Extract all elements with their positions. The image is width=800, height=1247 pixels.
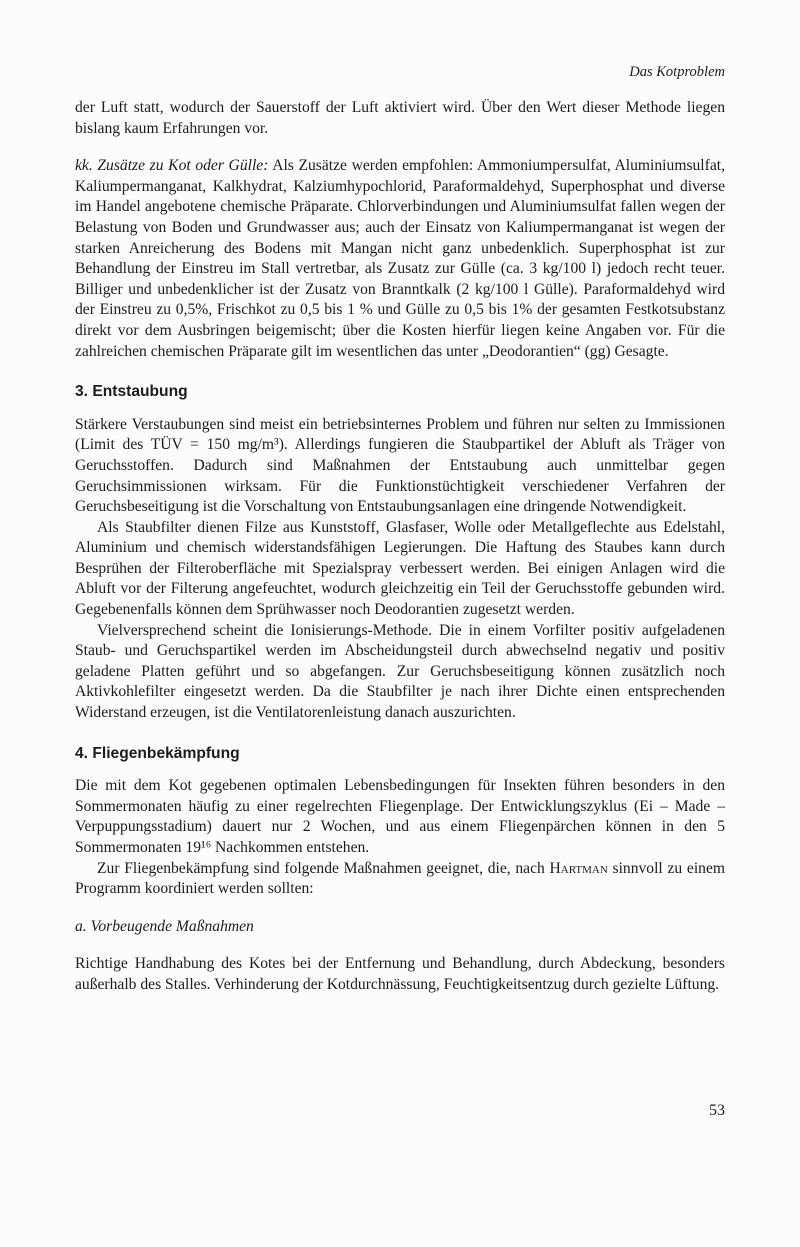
author-name: Hartman — [549, 859, 608, 877]
fliegen-2-text-b: sinnvoll zu einem Programm koordiniert werden sollten: — [75, 859, 726, 898]
paragraph-fliegen-1: Die mit dem Kot gegebenen optimalen Lebensbedingungen für Insekten führen besonders in den Sommermonaten häufig zu einer regelrechten Fliegenplage. Der Entwicklungszyklus (Ei – Made – Verpuppungsstadium) dauert nur 2 Wochen, und aus einem Fliegenpärchen können in den 5 Sommermonaten 19¹⁶ Nachkommen entstehen. — [75, 777, 725, 856]
running-head: Das Kotproblem — [629, 64, 725, 80]
fliegen-2-text-a: Zur Fliegenbekämpfung sind folgende Maßnahmen geeignet, die, nach — [97, 859, 545, 877]
paragraph-intro: der Luft statt, wodurch der Sauerstoff der Luft aktiviert wird. Über den Wert dieser Methode liegen bislang kaum Erfahrungen vor. — [75, 99, 725, 137]
paragraph-vorbeugend: Richtige Handhabung des Kotes bei der Entfernung und Behandlung, durch Abdeckung, besonders außerhalb des Stalles. Verhinderung der Kotdurchnässung, Feuchtigkeitsentzug durch gezielte Lüftung. — [75, 955, 725, 993]
heading-fliegenbekaempfung: 4. Fliegenbekämpfung — [75, 744, 240, 762]
paragraph-fliegen-2 — [75, 859, 725, 900]
paragraph-entstaubung-1: Stärkere Verstaubungen sind meist ein betriebsinternes Problem und führen nur selten zu Immissionen (Limit des TÜV = 150 mg/m³). Allerdings fungieren die Staubpartikel der Abluft als Träger von Geruchsstoffen. Dadurch sind Maßnahmen der Entstaubung auch unmittelbar gegen Geruchsimmissionen wirksam. Für die Funktionstüchtigkeit verschiedener Verfahren der Geruchsbeseitigung ist die Vorschaltung von Entstaubungsanlagen eine dringende Notwendigkeit. — [75, 415, 725, 516]
document-page — [75, 0, 725, 1247]
paragraph-kk — [75, 156, 725, 362]
paragraph-entstaubung-2: Als Staubfilter dienen Filze aus Kunststoff, Glasfaser, Wolle oder Metallgeflechte aus Edelstahl, Aluminium und chemisch widerstandsfähigen Legierungen. Die Haftung des Staubes kann durch Besprühen der Filteroberfläche mit Spezialspray verbessert werden. Bei einigen Anlagen wird die Abluft vor der Filterung angefeuchtet, wodurch gleichzeitig ein Teil der Geruchsstoffe gebunden wird. Gegebenenfalls können dem Sprühwasser noch Deodorantien zugesetzt werden. — [75, 518, 725, 619]
page-body — [75, 98, 725, 996]
kk-lead: kk. Zusätze zu Kot oder Gülle: — [75, 157, 269, 175]
kk-text: Als Zusätze werden empfohlen: Ammoniumpersulfat, Aluminiumsulfat, Kaliumpermanganat, Kalkhydrat, Kalziumhypochlorid, Paraformaldehyd, Superphosphat und diverse im Handel angebotene chemische Präparate. Chlorverbindungen und Aluminiumsulfat fallen wegen der Belastung von Boden und Grundwasser aus; auch der Einsatz von Kaliumpermanganat ist wegen der starken Anreicherung des Bodens mit Mangan nicht ganz unbedenklich. Superphosphat ist zur Behandlung der Einstreu im Stall vertretbar, als Zusatz zur Gülle (ca. 3 kg/100 l) jedoch recht teuer. Billiger und unbedenklicher ist der Zusatz von Branntkalk (2 kg/100 l Gülle). Paraformaldehyd wird der Einstreu zu 0,5%, Frischkot zu 0,5 bis 1 % und Gülle zu 0,5 bis 1% der gesamten Festkotsubstanz direkt vor dem Ausbringen beigemischt; über die Kosten hierfür liegen keine Angaben vor. Für die zahlreichen chemischen Präparate gilt im wesentlichen das unter „Deodorantien“ (gg) Gesagte. — [75, 157, 725, 360]
heading-entstaubung: 3. Entstaubung — [75, 383, 188, 401]
subheading-vorbeugende-massnahmen: a. Vorbeugende Maßnahmen — [75, 917, 254, 935]
paragraph-entstaubung-3: Vielversprechend scheint die Ionisierungs-Methode. Die in einem Vorfilter positiv aufgeladenen Staub- und Geruchspartikel werden im Abscheidungsteil durch abwechselnd negativ und positiv geladene Platten geführt und so abgefangen. Zur Geruchsbeseitigung können zusätzlich noch Aktivkohlefilter eingesetzt werden. Da die Staubfilter je nach ihrer Dichte einen entsprechenden Widerstand erzeugen, ist die Ventilatorenleistung danach auszurichten. — [75, 621, 725, 722]
page-number: 53 — [709, 1102, 725, 1119]
